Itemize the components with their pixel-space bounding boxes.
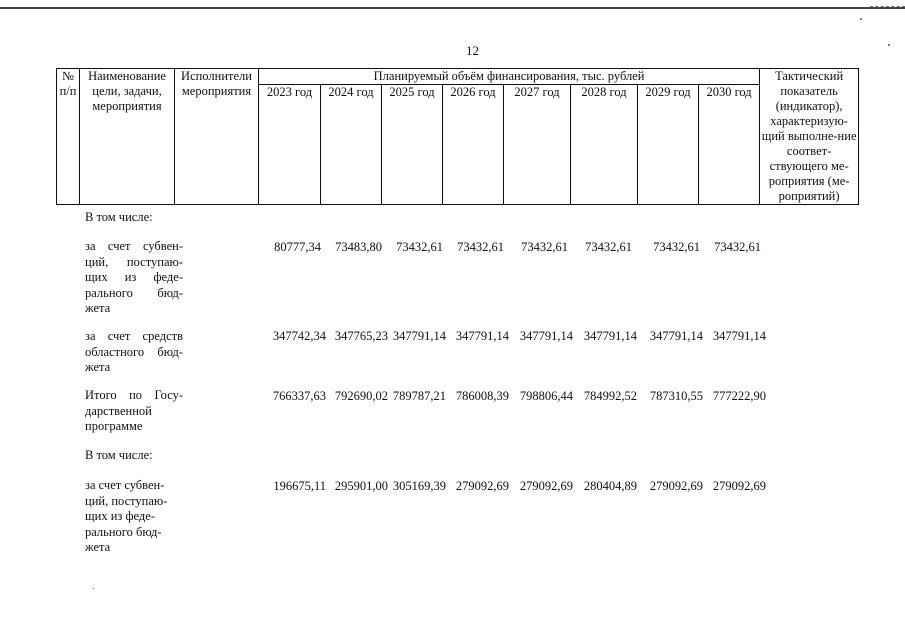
value-cell: 280404,89 xyxy=(583,479,637,493)
value-cell: 279092,69 xyxy=(519,479,573,493)
header-number-cell: № п/п xyxy=(57,69,80,205)
value-cell: 347791,14 xyxy=(519,329,573,343)
scan-border-top xyxy=(0,0,905,9)
scan-speck xyxy=(888,44,890,46)
row-label-federal-subsidy: за счет субвен-ций, поступаю-щих из феде-рального бюд-жета xyxy=(85,478,168,554)
section-label: В том числе: xyxy=(85,448,153,462)
value-cell: 73432,61 xyxy=(396,240,443,254)
value-cell: 792690,02 xyxy=(334,389,388,403)
value-cell: 787310,55 xyxy=(649,389,703,403)
page-number: 12 xyxy=(466,43,479,58)
value-cell: 279092,69 xyxy=(649,479,703,493)
header-funding-title: Планируемый объём финансирования, тыс. рублей xyxy=(259,69,760,85)
value-cell: 347791,14 xyxy=(712,329,766,343)
value-cell: 295901,00 xyxy=(334,479,388,493)
value-cell: 80777,34 xyxy=(274,240,321,254)
value-cell: 73432,61 xyxy=(653,240,700,254)
header-year-2027: 2027 год xyxy=(504,85,571,205)
value-cell: 73432,61 xyxy=(457,240,504,254)
scan-border-mark xyxy=(870,6,905,8)
value-cell: 347791,14 xyxy=(392,329,446,343)
value-cell: 73483,80 xyxy=(335,240,382,254)
header-year-2023: 2023 год xyxy=(259,85,321,205)
value-cell: 305169,39 xyxy=(392,479,446,493)
header-indicator-cell: Тактический показатель (индикатор), характеризую-щий выполне-ние соответ-ствующего ме-роприятия (ме-роприятий) xyxy=(760,69,859,205)
value-cell: 777222,90 xyxy=(712,389,766,403)
value-cell: 347742,34 xyxy=(272,329,326,343)
value-cell: 766337,63 xyxy=(272,389,326,403)
header-year-2030: 2030 год xyxy=(699,85,760,205)
value-cell: 196675,11 xyxy=(273,479,326,493)
value-cell: 347765,23 xyxy=(334,329,388,343)
value-cell: 347791,14 xyxy=(455,329,509,343)
value-cell: 73432,61 xyxy=(585,240,632,254)
header-year-2028: 2028 год xyxy=(571,85,638,205)
header-year-2025: 2025 год xyxy=(382,85,443,205)
value-cell: 73432,61 xyxy=(521,240,568,254)
section-label: В том числе: xyxy=(85,210,153,224)
row-label-regional-budget: за счет средств областного бюд-жета xyxy=(85,329,183,374)
value-cell: 798806,44 xyxy=(519,389,573,403)
value-cell: 786008,39 xyxy=(455,389,509,403)
value-cell: 73432,61 xyxy=(714,240,761,254)
value-cell: 347791,14 xyxy=(649,329,703,343)
value-cell: 279092,69 xyxy=(455,479,509,493)
scan-speck xyxy=(93,588,94,589)
financing-table-header xyxy=(56,68,859,205)
header-name-cell: Наименование цели, задачи, мероприятия xyxy=(80,69,175,205)
value-cell: 347791,14 xyxy=(583,329,637,343)
value-cell: 789787,21 xyxy=(392,389,446,403)
value-cell: 279092,69 xyxy=(712,479,766,493)
row-label-federal-subsidy: за счет субвен-ций, поступаю-щих из феде-рального бюд-жета xyxy=(85,239,183,315)
header-year-2026: 2026 год xyxy=(443,85,504,205)
header-year-2024: 2024 год xyxy=(321,85,382,205)
value-cell: 784992,52 xyxy=(583,389,637,403)
scan-speck xyxy=(860,18,862,20)
row-label-program-total: Итого по Госу-дарственной программе xyxy=(85,388,183,433)
header-executors-cell: Исполнители мероприятия xyxy=(175,69,259,205)
header-year-2029: 2029 год xyxy=(638,85,699,205)
